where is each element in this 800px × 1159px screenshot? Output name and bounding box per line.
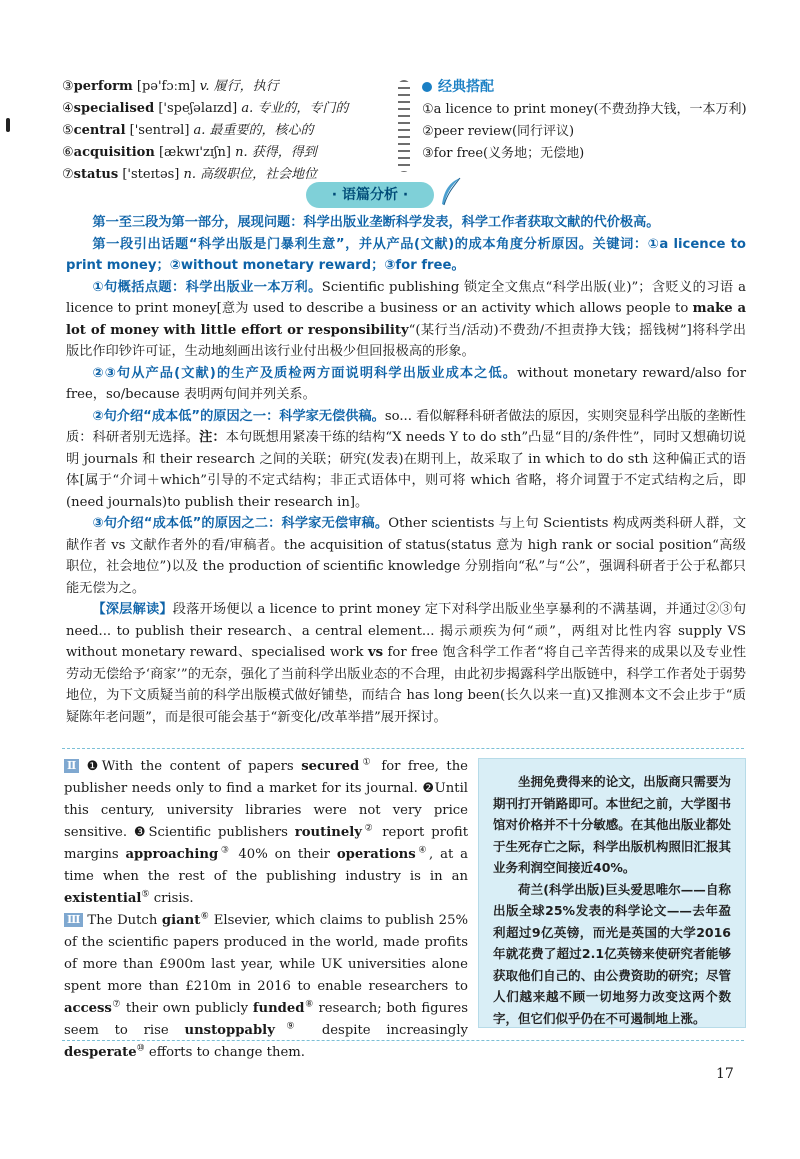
translation-para-2: 坐拥免费得来的论文，出版商只需要为期刊打开销路即可。本世纪之前，大学图书馆对价格并不十分敏感。在其他出版业都处于生死存亡之际，科学出版机构照旧汇报其业务利润空间接近40%。 <box>493 774 731 875</box>
paragraph-marker: Ⅱ <box>64 759 79 773</box>
vocab-item: ⑦status ['steɪtəs] n. 高级职位，社会地位 <box>62 167 318 182</box>
phrase-item: ③for free(义务地；无偿地) <box>422 146 585 161</box>
vocab-item: ④specialised ['speʃəlaɪzd] a. 专业的，专门的 <box>62 101 349 116</box>
analysis-part-heading: 第一至三段为第一部分，展现问题：科学出版业垄断科学发表，科学工作者获取文献的代价极高。 <box>92 215 660 230</box>
reading-passage <box>64 756 468 1064</box>
phrase-item: ①a licence to print money(不费劲挣大钱，一本万利) <box>422 102 747 117</box>
deep-interpretation: 【深层解读】段落开场便以 a licence to print money 定下对科学出版业坐享暴利的不满基调，并通过②③句 need... to publish their research、a central element... 揭示顽疾为何“顽”，两组对比性内容 supply VS without monetary reward、specialised work vs for free 饱含科学工作者“将自己辛苦得来的成果以及专业性劳动无偿给予‘商家’”的无奈，强化了当前科学出版业态的不合理，由此初步揭露科学出版链中，科学工作者处于弱势地位，为下文质疑当前的科学出版模式做好铺垫，而结合 has long been(长久以来一直)又推测本文不会止步于“质疑陈年老问题”，而是很可能会基于“新变化/改革举措”展开探讨。 <box>66 602 747 725</box>
translation-box <box>478 758 746 1028</box>
vocab-item: ③perform [pə'fɔːm] v. 履行，执行 <box>62 79 279 94</box>
phrase-item: ②peer review(同行评议) <box>422 124 575 139</box>
binding-mark <box>6 118 10 132</box>
analysis-section <box>66 212 746 728</box>
vocabulary-list <box>62 76 402 186</box>
analysis-sentence-2: ②句介绍“成本低”的原因之一：科学家无偿供稿。so... 看似解释科研者做法的原因，实则突显科学出版的垄断性质：科研者别无选择。注：本句既想用紧凑干练的结构“X needs Y to do sth”凸显“目的/条件性”，同时又想确切说明 journals 和 their research 之间的关联；研究(发表)在期刊上，故采取了 in which to do sth 这种偏正式的语体[属于“介词＋which”引导的不定式结构；非正式语体中，则可将 which 省略，将介词置于不定式结构之后，即(need journals)to publish their research in]。 <box>66 408 746 510</box>
divider-dashed <box>62 748 744 749</box>
analysis-sentence-3: ③句介绍“成本低”的原因之二：科学家无偿审稿。Other scientists 与上句 Scientists 构成两类科研人群，文献作者 vs 文献作者外的看/审稿者。the acquisition of status(status 意为 high rank or social position“高级职位，社会地位”)以及 the production of scientific knowledge 分别指向“私”与“公”，强调科研者于公于私都只能无偿为之。 <box>66 516 747 596</box>
page-number: 17 <box>716 1066 734 1082</box>
paragraph-2: Ⅱ ❶With the content of papers secured① for free, the publisher needs only to find a market for its journal. ❷Until this century, university libraries were not very price sensitive. ❸Scientific publishers routinely② report profit margins approaching③ 40% on their operations④, at a time when the rest of the publishing industry is in an existential⑤ crisis. <box>64 757 469 906</box>
divider-dashed <box>62 1040 744 1041</box>
spiral-divider <box>398 80 410 172</box>
feather-pen-icon <box>438 176 462 208</box>
paragraph-marker: Ⅲ <box>64 913 83 927</box>
analysis-sentence-1: ①句概括点题：科学出版业一本万利。Scientific publishing 锁定全文焦点“科学出版(业)”；含贬义的习语 a licence to print money[意为 used to describe a business or an activity which allows people to make a lot of money with little effort or responsibility“(某行当/活动)不费劲/不担责挣大钱；摇钱树”]将科学出版比作印钞许可证，生动地刻画出该行业付出极少但回报极高的形象。 <box>66 279 746 359</box>
bullet-dot-icon <box>422 82 432 92</box>
section-title: · 语篇分析 · <box>306 182 434 208</box>
vocab-item: ⑥acquisition [ækwɪ'zɪʃn] n. 获得，得到 <box>62 145 317 160</box>
analysis-sentence-2-3: ②③句从产品(文献)的生产及质检两方面说明科学出版业成本之低。without monetary reward/also for free，so/because 表明两句间并列关系。 <box>66 365 746 402</box>
vocab-item: ⑤central ['sentrəl] a. 最重要的，核心的 <box>62 123 314 138</box>
phrase-list <box>422 76 762 165</box>
translation-para-3: 荷兰(科学出版)巨头爱思唯尔——自称出版全球25%发表的科学论文——去年盈利超过9亿英镑，而光是英国的大学2016年就花费了超过2.1亿英镑来使研究者能够获取他们自己的、由公费资助的研究；尽管人们越来越不顾一切地努力改变这两个数字，但它们似乎仍在不可遏制地上涨。 <box>493 881 731 1026</box>
phrase-heading: 经典搭配 <box>422 76 762 99</box>
paragraph-3: Ⅲ The Dutch giant⑥ Elsevier, which claims to publish 25% of the scientific papers produced in the world, made profits of more than £900m last year, while UK universities alone spent more than £210m in 2016 to enable researchers to access⑦ their own publicly funded⑧ research; both figures seem to rise unstoppably⑨ despite increasingly desperate⑩ efforts to change them. <box>64 911 468 1060</box>
analysis-para-heading: 第一段引出话题“科学出版是门暴利生意”，并从产品(文献)的成本角度分析原因。关键词：①a licence to print money；②without monetary reward；③for free。 <box>66 236 746 273</box>
